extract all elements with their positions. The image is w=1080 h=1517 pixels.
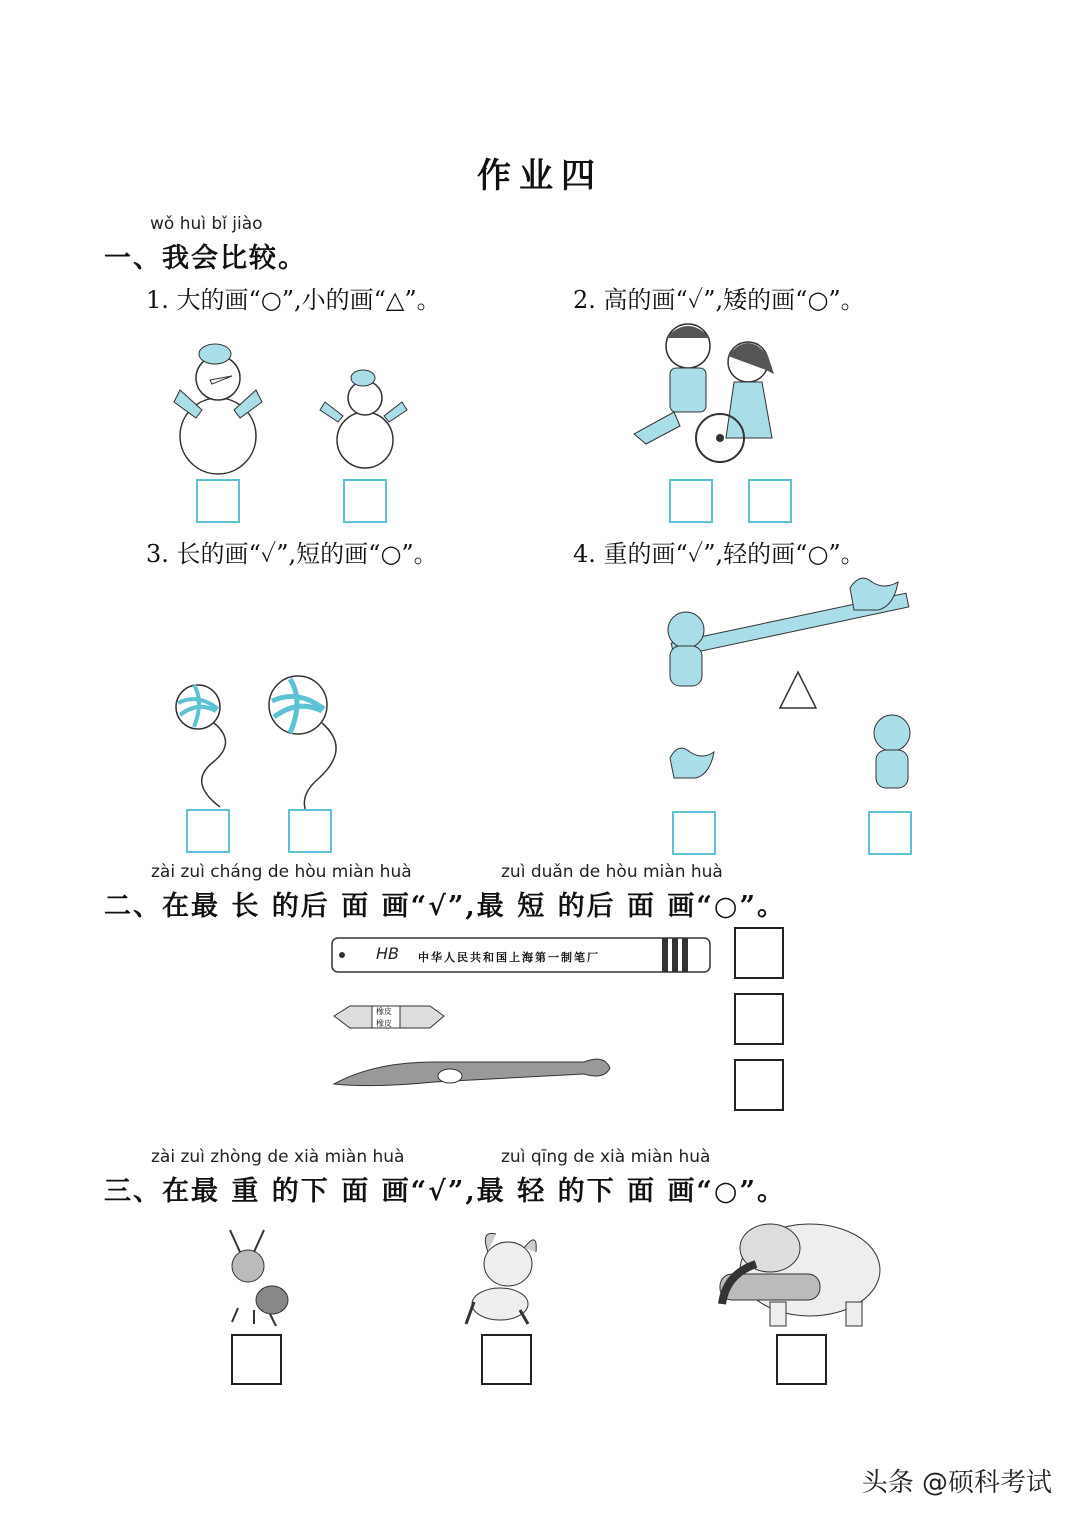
- watermark: 头条 @硕科考试: [861, 1468, 1052, 1498]
- animals-illustration: [210, 1218, 900, 1330]
- section1-heading: 一、我会比较。: [104, 243, 307, 274]
- answer-box-ant[interactable]: [231, 1334, 282, 1385]
- section2-heading: 二、在最 长 的后 面 画“√”,最 短 的后 面 画“○”。: [104, 891, 787, 922]
- answer-box-small-yarn[interactable]: [186, 809, 230, 853]
- answer-box-dog[interactable]: [481, 1334, 532, 1385]
- question-4-text: 4. 重的画“✓”,轻的画“○”。: [573, 540, 865, 568]
- section3-pinyin-a: zài zuì zhòng de xià miàn huà: [151, 1147, 405, 1167]
- seesaw-illustration: [630, 568, 950, 808]
- section2-pinyin-a: zài zuì cháng de hòu miàn huà: [151, 862, 412, 882]
- answer-box-pencil[interactable]: [734, 927, 784, 979]
- pencil-maker-label: 中华人民共和国上海第一制笔厂: [418, 951, 600, 964]
- question-2-text: 2. 高的画“✓”,矮的画“○”。: [573, 286, 865, 314]
- answer-box-small-snowman[interactable]: [343, 479, 387, 523]
- answer-box-rooster[interactable]: [672, 811, 716, 855]
- section1-pinyin: wǒ huì bǐ jiào: [150, 214, 263, 234]
- question-3-text: 3. 长的画“✓”,短的画“○”。: [146, 540, 438, 568]
- eraser-label-2: 橡皮: [376, 1019, 392, 1028]
- question-1-text: 1. 大的画“○”,小的画“△”。: [146, 286, 441, 314]
- answer-box-boy[interactable]: [669, 479, 713, 523]
- children-wheelchair-illustration: [630, 316, 790, 466]
- section3-heading: 三、在最 重 的下 面 画“√”,最 轻 的下 面 画“○”。: [104, 1176, 787, 1207]
- pencil-hb-label: HB: [376, 944, 400, 963]
- answer-box-big-yarn[interactable]: [288, 809, 332, 853]
- answer-box-elephant[interactable]: [776, 1334, 827, 1385]
- answer-box-girl[interactable]: [748, 479, 792, 523]
- eraser-label-1: 橡皮: [376, 1007, 392, 1016]
- section2-pinyin-b: zuì duǎn de hòu miàn huà: [501, 862, 723, 882]
- snowmen-illustration: [170, 340, 410, 470]
- answer-box-monkey[interactable]: [868, 811, 912, 855]
- answer-box-knife[interactable]: [734, 1059, 784, 1111]
- answer-box-big-snowman[interactable]: [196, 479, 240, 523]
- page-title: 作业四: [477, 156, 603, 196]
- section3-pinyin-b: zuì qīng de xià miàn huà: [501, 1147, 711, 1167]
- answer-box-eraser[interactable]: [734, 993, 784, 1045]
